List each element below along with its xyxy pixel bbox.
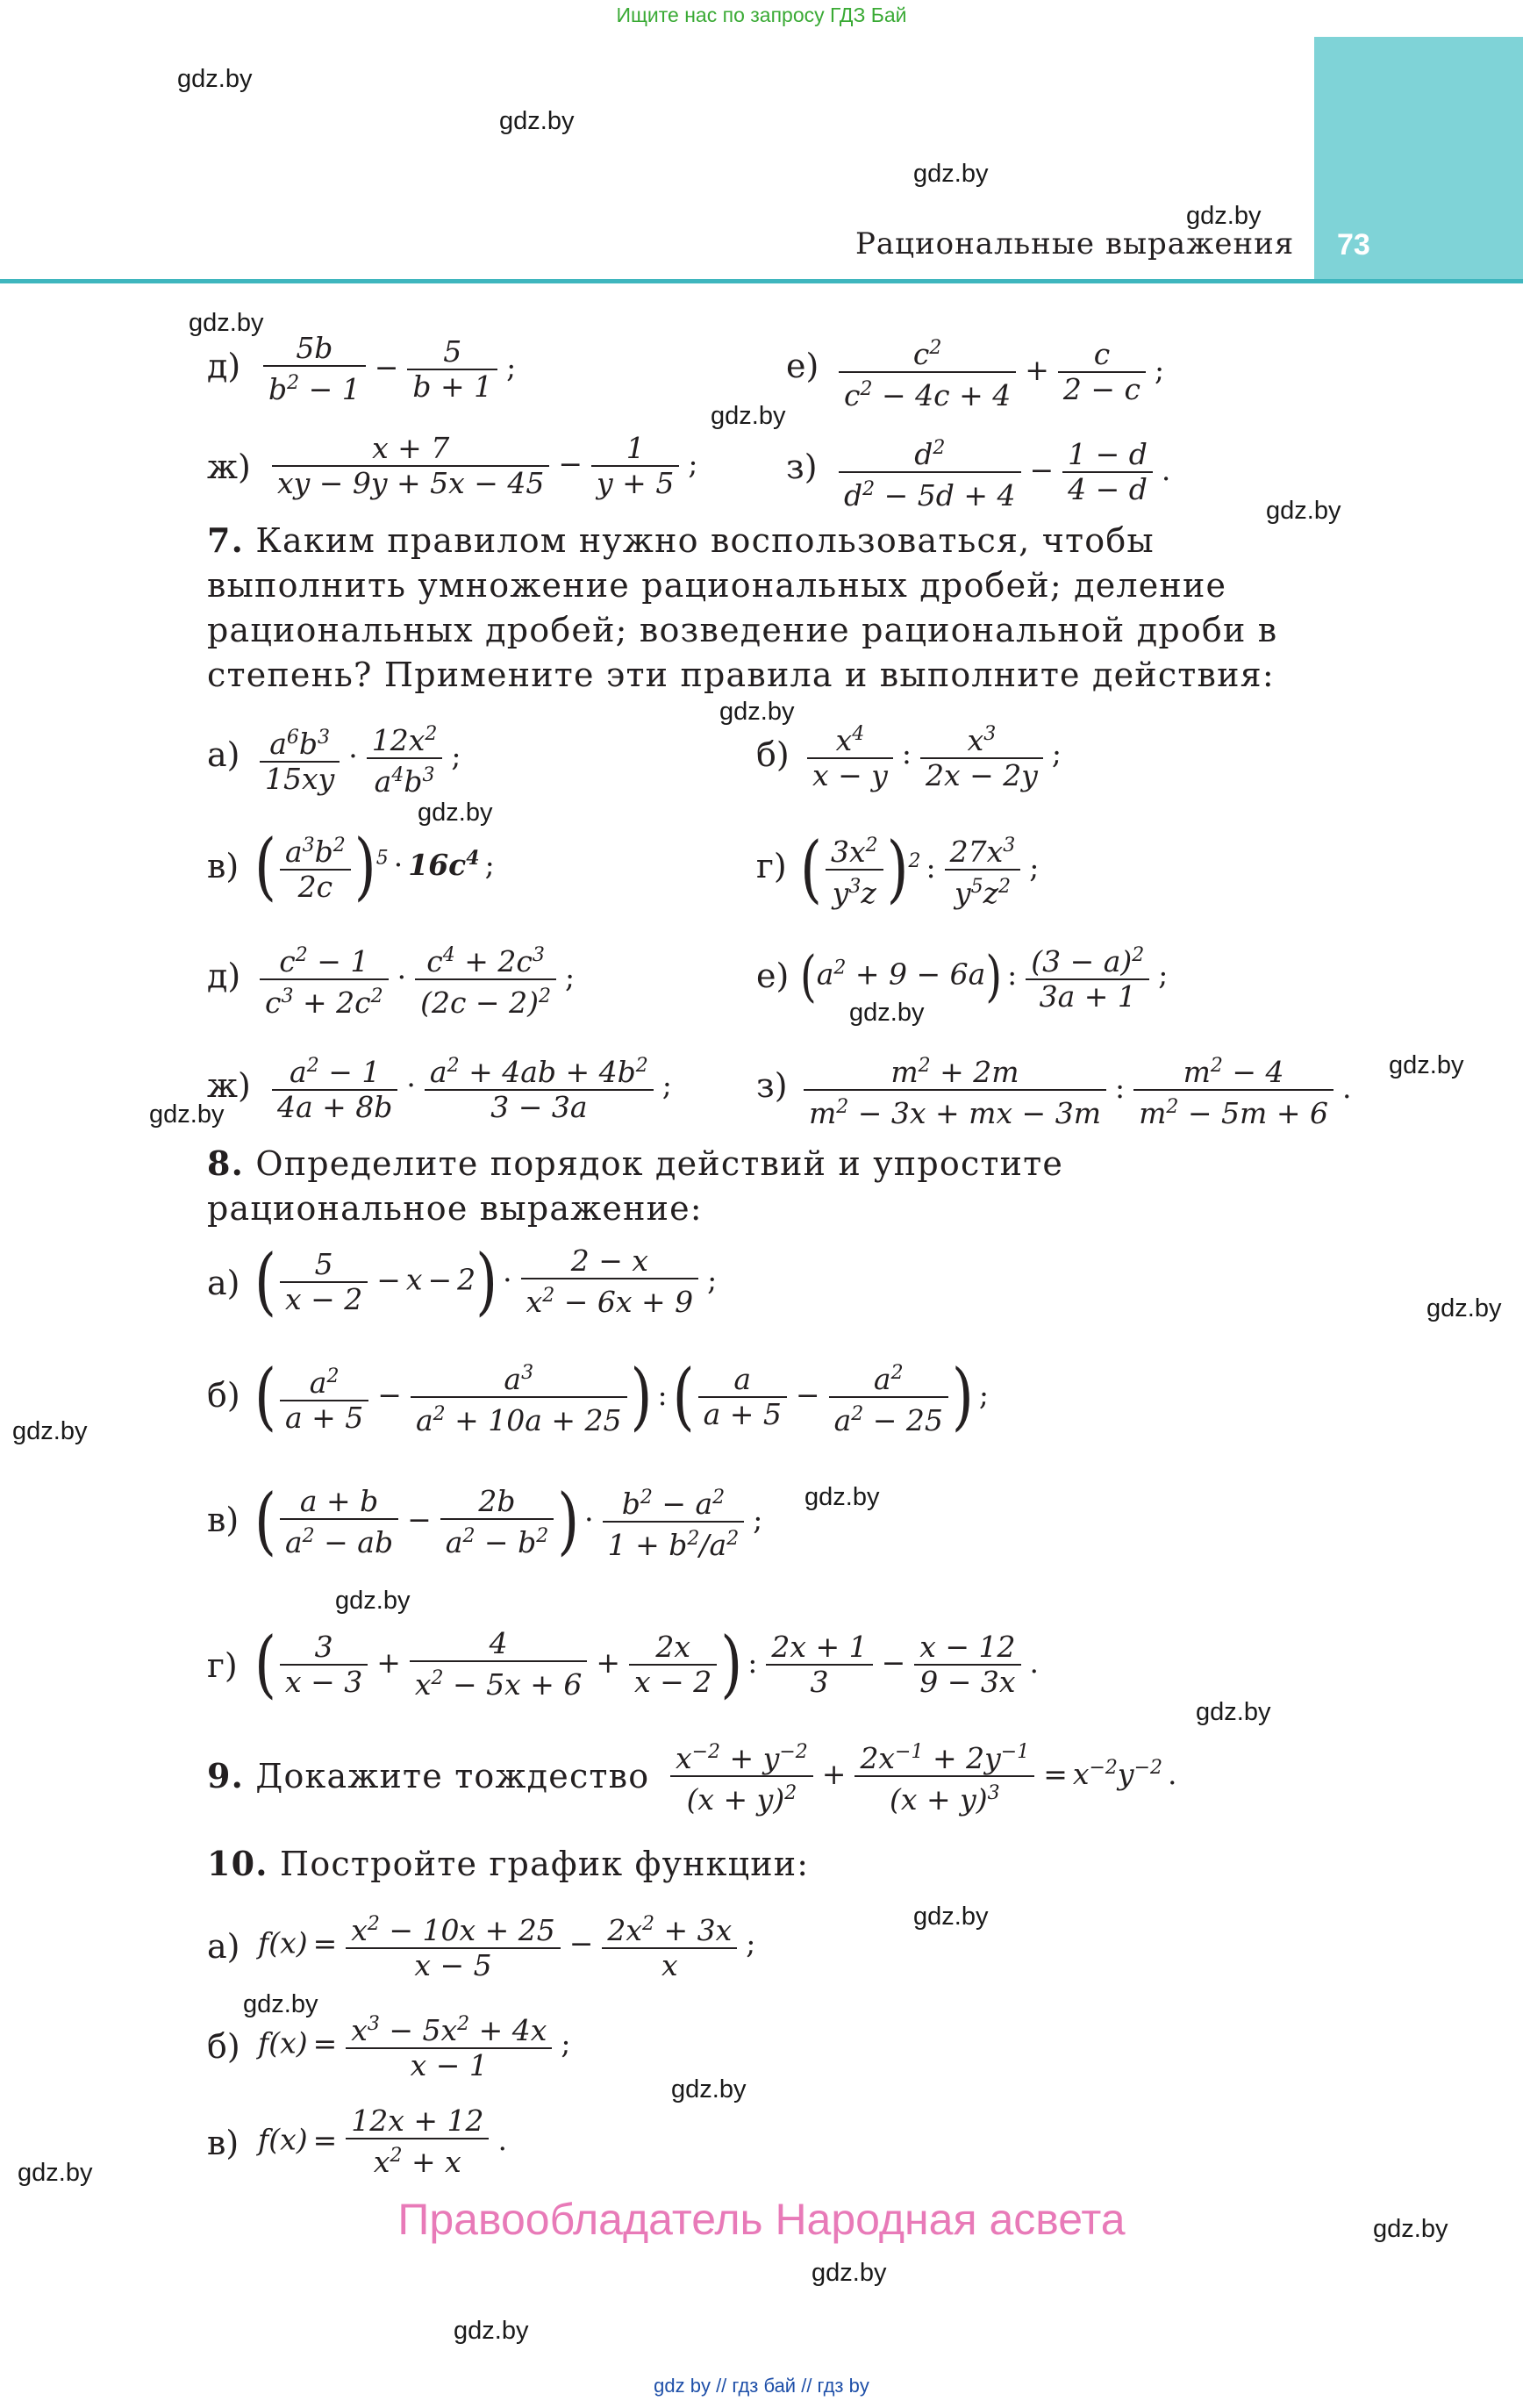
watermark: gdz.by [12, 1417, 88, 1445]
watermark: gdz.by [1389, 1051, 1464, 1079]
exercise-7-text [207, 518, 1321, 698]
exercise-number: 7. [207, 520, 245, 560]
copyright-notice: Правообладатель Народная асвета [397, 2195, 1126, 2244]
watermark: gdz.by [177, 65, 253, 93]
top-banner[interactable]: Ищите нас по запросу ГДЗ Бай [616, 4, 907, 26]
watermark: gdz.by [454, 2317, 529, 2345]
item-label: в) [207, 2124, 240, 2162]
item-label: з) [786, 448, 818, 486]
watermark: gdz.by [671, 2075, 747, 2103]
item-label: в) [207, 1501, 240, 1539]
watermark: gdz.by [719, 698, 795, 726]
item-label: г) [756, 847, 787, 885]
item-label: в) [207, 847, 240, 885]
watermark: gdz.by [804, 1483, 880, 1511]
item-label: б) [207, 2027, 240, 2066]
page-number: 73 [1337, 228, 1370, 262]
watermark: gdz.by [1373, 2215, 1448, 2243]
item-label: а) [207, 1927, 240, 1966]
math-expression: $\frac{x + 7}{xy - 9y + 5x - 45}$ − $\frac{1}{y + 5}$ ; [268, 432, 703, 500]
item-label: е) [756, 957, 790, 995]
watermark: gdz.by [913, 1903, 989, 1931]
exercise-prompt: Каким правилом нужно воспользоваться, чтобы выполнить умножение рациональных дробей; деление рациональных дробей; возведение рациональной дроби в степень? Примените эти правила и выполните действия: [207, 521, 1278, 694]
math-expression: $\frac{5b}{b^2 - 1}$ − $\frac{5}{b + 1}$ ; [260, 332, 521, 406]
watermark: gdz.by [418, 799, 493, 827]
math-expression: ( $\frac{a^2}{a + 5}$ − $\frac{a^3}{a^2 + 10a + 25}$ ) :( $\frac{a}{a + 5}$ − $\frac{a^2}{a^2 - 25}$ ) ; [254, 1354, 989, 1440]
item-label: д) [207, 957, 241, 995]
watermark: gdz.by [1266, 497, 1341, 525]
header-rule [0, 279, 1523, 283]
math-expression: $\frac{m^2 + 2m}{m^2 - 3x + mx - 3m}$ : $\frac{m^2 - 4}{m^2 - 5m + 6}$ . [800, 1050, 1356, 1130]
watermark: gdz.by [1426, 1294, 1502, 1322]
math-expression: f(x) = $\frac{12x + 12}{x^2 + x}$ . [258, 2103, 507, 2179]
exercise-number: 9. [207, 1756, 245, 1795]
watermark: gdz.by [849, 999, 925, 1027]
item-label: з) [756, 1066, 788, 1105]
exercise-10-text [207, 1841, 1321, 1887]
exercise-number: 8. [207, 1143, 245, 1183]
item-label: г) [207, 1646, 238, 1685]
watermark: gdz.by [499, 107, 575, 135]
math-expression: ( $\frac{a + b}{a^2 - ab}$ − $\frac{2b}{a^2 - b^2}$ ) · $\frac{b^2 - a^2}{1 + b^2/a^2}$ ; [254, 1479, 763, 1565]
math-expression: f(x) = $\frac{x^3 - 5x^2 + 4x}{x - 1}$ ; [258, 2008, 576, 2082]
math-expression: $(a^2 + 9 - 6a)$ : $\frac{(3 - a)^2}{3a + 1}$ ; [800, 939, 1173, 1014]
item-label: а) [207, 1264, 240, 1302]
footer-links[interactable]: gdz by // гдз бай // гдз by [654, 2375, 869, 2397]
watermark: gdz.by [149, 1100, 225, 1129]
exercise-8-text [207, 1141, 1321, 1231]
math-expression: f(x) = $\frac{x^2 - 10x + 25}{x - 5}$ − $\frac{2x^2 + 3x}{x}$ ; [258, 1908, 761, 1982]
math-expression: $\frac{d^2}{d^2 - 5d + 4}$ − $\frac{1 - d}{4 - d}$ . [835, 432, 1176, 512]
watermark: gdz.by [1196, 1698, 1271, 1726]
watermark: gdz.by [913, 160, 989, 188]
watermark: gdz.by [243, 1990, 318, 2018]
watermark: gdz.by [189, 309, 264, 337]
item-label: ж) [207, 448, 251, 486]
item-label: б) [207, 1376, 240, 1415]
math-expression: $\frac{a^2 - 1}{4a + 8b}$ · $\frac{a^2 + 4ab + 4b^2}{3 - 3a}$ ; [268, 1050, 677, 1124]
watermark: gdz.by [1186, 202, 1262, 230]
exercise-number: 10. [207, 1844, 268, 1883]
math-expression: $\frac{a^6b^3}{15xy}$ · $\frac{12x^2}{a^4b^3}$ ; [256, 718, 466, 799]
running-head: Рациональные выражения [855, 226, 1295, 262]
math-expression: $\frac{x^{-2} + y^{-2}}{(x + y)^2}$ + $\frac{2x^{-1} + 2y^{-1}}{(x + y)^3}$ = $x^{-2}y^{-2}$ . [667, 1736, 1183, 1817]
exercise-9-text [207, 1753, 663, 1799]
math-expression: $\frac{x^4}{x - y}$ : $\frac{x^3}{2x - 2y}$ ; [804, 718, 1067, 792]
exercise-prompt: Докажите тождество [255, 1757, 650, 1795]
math-expression: $\frac{c^2 - 1}{c^3 + 2c^2}$ · $\frac{c^4 + 2c^3}{(2c - 2)^2}$ ; [256, 939, 580, 1020]
item-label: д) [207, 347, 241, 385]
math-expression: ( $\frac{a^3b^2}{2c}$ )$^5 \cdot 16c^4$ ; [254, 824, 495, 909]
item-label: а) [207, 735, 240, 774]
math-expression: ( $\frac{5}{x - 2}$ − x − 2) · $\frac{2 - x}{x^2 - 6x + 9}$ ; [254, 1239, 718, 1324]
item-label: ж) [207, 1066, 251, 1105]
watermark: gdz.by [18, 2159, 93, 2187]
watermark: gdz.by [335, 1587, 411, 1615]
math-expression: $\frac{c^2}{c^2 - 4c + 4}$ + $\frac{c}{2 - c}$ ; [835, 332, 1169, 412]
item-label: е) [786, 347, 819, 385]
watermark: gdz.by [711, 402, 786, 430]
exercise-prompt: Постройте график функции: [280, 1845, 810, 1883]
item-label: б) [756, 735, 790, 774]
math-expression: ( $\frac{3}{x - 3}$ + $\frac{4}{x^2 - 5x + 6}$ + $\frac{2x}{x - 2}$ ) : $\frac{2x + 1}{3}$ − $\frac{x - 12}{9 - 3x}$ . [254, 1622, 1039, 1707]
exercise-prompt: Определите порядок действий и упростите рациональное выражение: [207, 1144, 1064, 1228]
math-expression: ( $\frac{3x^2}{y^3z}$ )$^2$ : $\frac{27x^3}{y^5z^2}$ ; [800, 827, 1040, 913]
watermark: gdz.by [812, 2259, 887, 2287]
